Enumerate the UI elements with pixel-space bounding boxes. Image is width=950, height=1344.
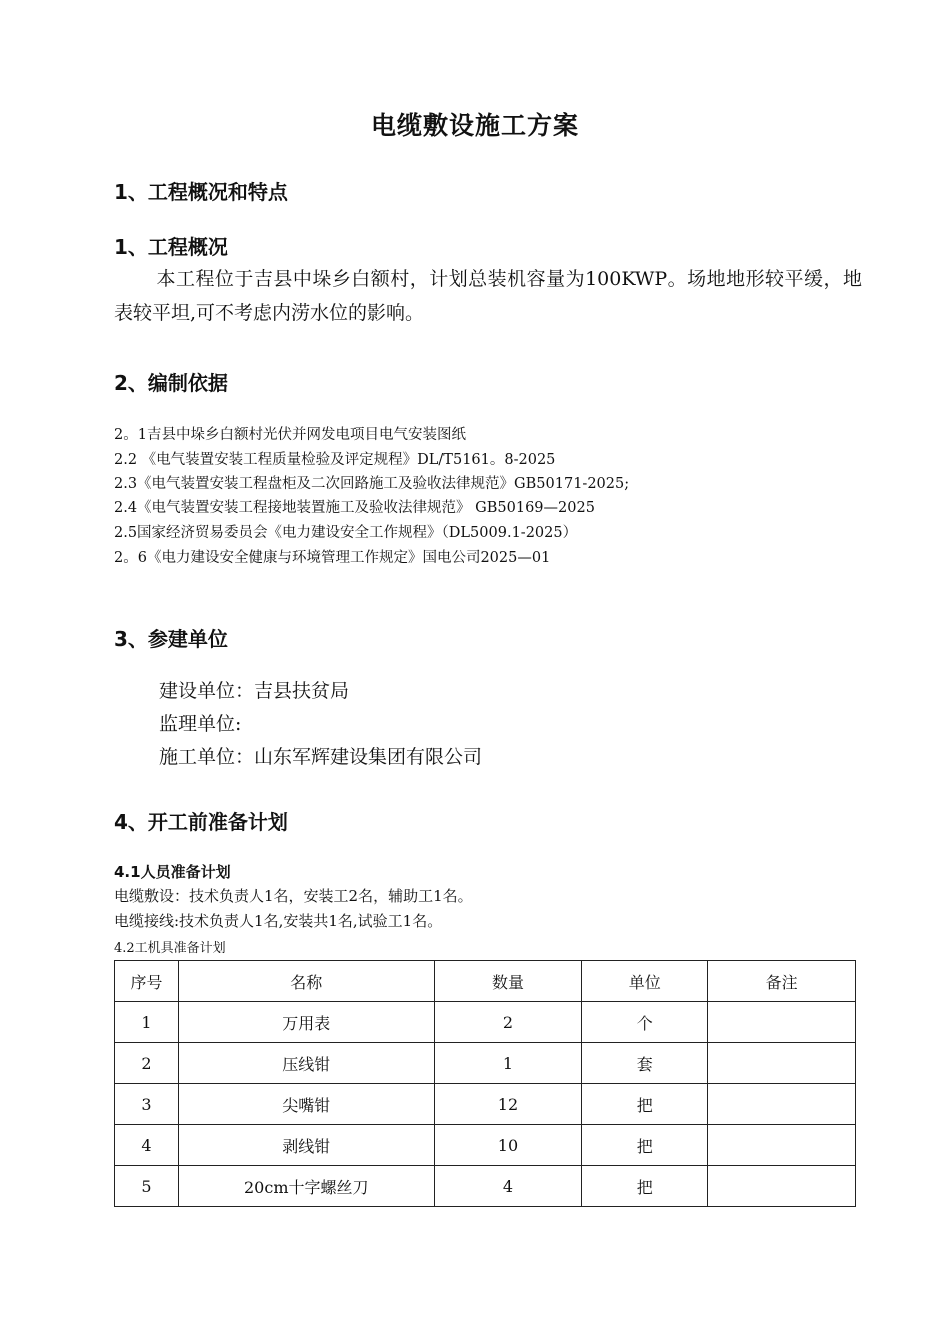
table-cell: 2 [434, 1002, 582, 1043]
table-cell: 4 [434, 1166, 582, 1207]
table-cell: 把 [582, 1166, 708, 1207]
table-cell: 压线钳 [178, 1043, 434, 1084]
project-overview-paragraph [114, 262, 862, 330]
table-cell [708, 1084, 856, 1125]
table-cell: 把 [582, 1125, 708, 1166]
table-cell: 1 [115, 1002, 179, 1043]
column-header: 数量 [434, 961, 582, 1002]
project-overview-text: 本工程位于吉县中垛乡白额村，计划总装机容量为100KWP。场地地形较平缓，地表较平坦,可不考虑内涝水位的影响。 [114, 268, 862, 324]
reference-item: 2。1吉县中垛乡白额村光伏并网发电项目电气安装图纸 [114, 427, 466, 443]
table-cell [708, 1166, 856, 1207]
table-row [115, 1002, 856, 1043]
reference-item: 2.4《电气装置安装工程接地装置施工及验收法律规范》 GB50169—2025 [114, 500, 595, 516]
reference-item: 2。6《电力建设安全健康与环境管理工作规定》国电公司2025—01 [114, 550, 551, 566]
tools-plan-heading: 4.2工机具准备计划 [114, 941, 226, 956]
table-cell: 20cm十字螺丝刀 [178, 1166, 434, 1207]
table-row [115, 1084, 856, 1125]
table-cell: 5 [115, 1166, 179, 1207]
section-3-heading: 3、参建单位 [114, 627, 228, 651]
table-cell: 万用表 [178, 1002, 434, 1043]
section-2-heading: 2、编制依据 [114, 371, 228, 395]
column-header: 单位 [582, 961, 708, 1002]
table-cell: 1 [434, 1043, 582, 1084]
table-row [115, 1166, 856, 1207]
reference-item: 2.3《电气装置安装工程盘柜及二次回路施工及验收法律规范》GB50171-2025; [114, 476, 630, 492]
reference-item: 2.2 《电气装置安装工程质量检验及评定规程》DL/T5161。8-2025 [114, 452, 556, 468]
column-header: 序号 [115, 961, 179, 1002]
table-cell: 12 [434, 1084, 582, 1125]
reference-item: 2.5国家经济贸易委员会《电力建设安全工作规程》（DL5009.1-2025） [114, 525, 578, 541]
table-cell: 3 [115, 1084, 179, 1125]
tools-table [114, 960, 856, 1207]
section-1-sub-heading: 1、工程概况 [114, 235, 228, 259]
personnel-line: 电缆敷设：技术负责人1名，安装工2名，辅助工1名。 [114, 887, 473, 905]
personnel-plan-heading: 4.1人员准备计划 [114, 863, 231, 881]
table-cell: 10 [434, 1125, 582, 1166]
column-header: 名称 [178, 961, 434, 1002]
document-title: 电缆敷设施工方案 [370, 111, 579, 140]
table-row [115, 1125, 856, 1166]
section-4-heading: 4、开工前准备计划 [114, 810, 288, 834]
table-cell [708, 1002, 856, 1043]
supervision-unit: 监理单位: [159, 713, 242, 735]
table-cell: 4 [115, 1125, 179, 1166]
contractor-unit: 施工单位：山东军辉建设集团有限公司 [159, 746, 483, 768]
section-1-heading: 1、工程概况和特点 [114, 180, 288, 204]
table-cell: 尖嘴钳 [178, 1084, 434, 1125]
table-cell: 2 [115, 1043, 179, 1084]
table-cell [708, 1125, 856, 1166]
table-cell [708, 1043, 856, 1084]
table-cell: 把 [582, 1084, 708, 1125]
personnel-line: 电缆接线:技术负责人1名,安装共1名,试验工1名。 [114, 912, 443, 930]
column-header: 备注 [708, 961, 856, 1002]
table-row [115, 1043, 856, 1084]
table-cell: 个 [582, 1002, 708, 1043]
table-cell: 剥线钳 [178, 1125, 434, 1166]
table-header-row [115, 961, 856, 1002]
table-cell: 套 [582, 1043, 708, 1084]
construction-owner: 建设单位：吉县扶贫局 [159, 680, 350, 702]
